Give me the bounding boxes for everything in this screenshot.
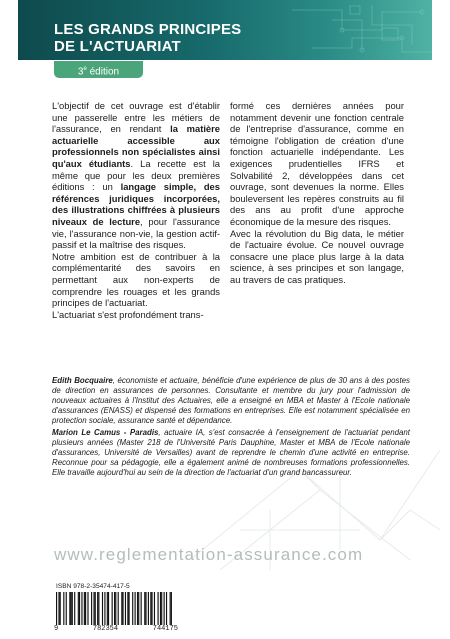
description-left-column	[52, 100, 220, 320]
edition-number: 3	[77, 66, 84, 78]
author-1-text: , économiste et actuaire, bénéficie d'une expérience de plus de 30 ans à des postes de direction en assurances de personnes. Consultante et membre du jury pour l'admission de nouveaux actuaires à l'Institut des Actuaires, elle a enseigné en MBA et Master à l'Ecole nationale d'assurances (ENASS) et dispensé des formations en entreprises. Elle est notamment spécialisée en protection sociale, assurance santé et dépendance.	[52, 376, 410, 426]
transformation-paragraph-start: L'actuariat s'est profondément trans-	[52, 308, 204, 320]
edition-badge	[54, 61, 143, 78]
author-bio-1	[52, 376, 410, 426]
barcode-digits	[54, 625, 178, 633]
barcode-left-digits: 782354	[92, 625, 119, 633]
isbn: ISBN 978-2-35474-417-5	[56, 583, 130, 590]
publisher-url[interactable]: www.reglementation-assurance.com	[54, 545, 364, 564]
ambition-paragraph: Notre ambition est de contribuer à la complémentarité des savoirs en permettant aux non-experts de comprendre les rouages et les grands principes de l'actuariat.	[52, 250, 220, 309]
big-data-paragraph: Avec la révolution du Big data, le métier de l'actuaire évolue. Ce nouvel ouvrage consacre une place plus large à la data science, à ses principes et son langage, au travers de cas pratiques.	[230, 227, 404, 285]
barcode-right-digits: 744175	[152, 625, 178, 633]
author-2-name: Marion Le Camus - Paradis	[52, 428, 159, 437]
barcode-icon	[56, 592, 176, 625]
author-1-name: Edith Bocquaire	[52, 376, 113, 385]
transformation-paragraph: formé ces dernières années pour notamment devenir une fonction centrale de l'entreprise d'assurance, comme en témoigne l'obligation de création d'une fonction actuarielle indépendante. Les exigences prudentielles IFRS et Solvabilité 2, développées dans cet ouvrage, sont devenues la norme. Elles bouleversent les repères construits au fil des ans au profit d'une approche économique de la mesure des risques.	[230, 100, 404, 227]
intro-text-c: , pour l'assurance vie, l'assurance non-vie, la gestion actif-passif et la maîtrise des risques.	[52, 215, 220, 251]
edition-word: édition	[86, 66, 120, 78]
intro-text-b: . La recette est la même que pour les deux premières éditions : un	[52, 157, 220, 193]
title-line-2: DE L'ACTUARIAT	[54, 38, 181, 55]
intro-text-a: L'objectif de cet ouvrage est d'établir une passerelle entre les métiers de l'assurance, en rendant	[52, 100, 220, 135]
edition-suffix: e	[83, 66, 87, 72]
circuit-pattern	[232, 0, 432, 60]
title-line-1: LES GRANDS PRINCIPES	[54, 21, 242, 38]
intro-highlight-b: langage simple, des références juridiques incorporées, des illustrations chiffrées à plusieurs niveaux de lecture	[52, 181, 220, 227]
intro-highlight-a: la matière actuarielle accessible aux professionnels non spécialistes ainsi qu'aux étudiants	[52, 123, 220, 169]
author-bio-2	[52, 428, 410, 478]
barcode-box	[54, 583, 179, 635]
barcode-first-digit: 9	[54, 625, 59, 633]
author-2-text: , actuaire IA, s'est consacrée à l'enseignement de l'actuariat pendant plusieurs années (Master 218 de l'Université Paris Dauphine, Master et MBA de l'Ecole nationale d'assurances, Université de Versailles) avant de reprendre le chemin d'une activité en entreprise. Reconnue pour sa pédagogie, elle a également animé de nombreuses formations professionnelles. Elle travaille aujourd'hui au sein de la direction de l'actuariat d'un grand bancassureur.	[52, 428, 410, 478]
description-right-column	[230, 100, 404, 286]
intro-paragraph	[52, 100, 220, 251]
book-title	[54, 21, 241, 55]
